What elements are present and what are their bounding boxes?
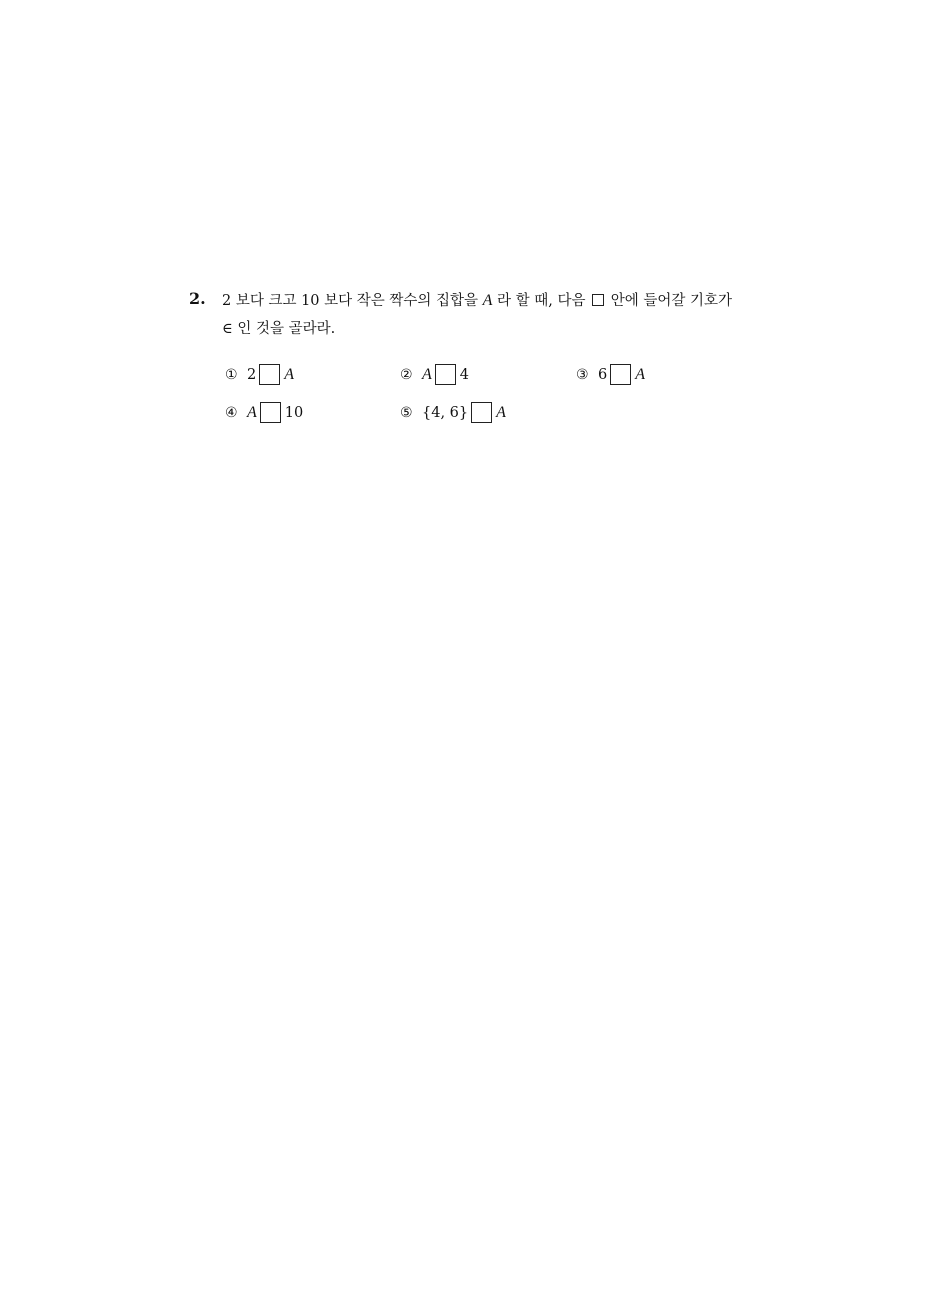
choice-left: A [422, 366, 432, 383]
choice-3[interactable] [576, 364, 645, 386]
choice-number: ④ [225, 405, 238, 421]
choice-number: ③ [576, 367, 589, 383]
choice-right: 4 [459, 367, 470, 383]
choice-number: ⑤ [400, 405, 413, 421]
choice-number: ① [225, 367, 238, 383]
blank-box-icon [259, 364, 280, 385]
set-variable: A [482, 292, 493, 309]
question-text-part-1: 2 보다 크고 10 보다 작은 짝수의 집합을 [222, 293, 483, 309]
choice-right: A [635, 366, 646, 383]
choice-4[interactable] [225, 402, 303, 424]
choice-2[interactable] [400, 364, 469, 386]
blank-box-icon [610, 364, 631, 385]
question-text-part-2: 라 할 때, 다음 [492, 293, 591, 309]
choice-right: A [496, 404, 506, 421]
choice-right: 10 [284, 405, 304, 421]
question-text [222, 287, 762, 343]
choice-left: {4, 6} [422, 405, 469, 421]
choice-left: A [247, 404, 257, 421]
question-number: 2. [189, 289, 206, 308]
choice-number: ② [400, 367, 413, 383]
blank-box-icon [471, 402, 492, 423]
blank-box-icon [435, 364, 456, 385]
blank-box-icon [592, 294, 604, 306]
choice-left: 2 [247, 367, 257, 383]
choice-right: A [284, 366, 295, 383]
question-line-1 [222, 287, 762, 315]
question-line-2: ∈ 인 것을 골라라. [222, 321, 336, 337]
question-text-part-3: 안에 들어갈 기호가 [606, 293, 733, 309]
blank-box-icon [260, 402, 281, 423]
choice-left: 6 [598, 367, 608, 383]
choice-1[interactable] [225, 364, 294, 386]
choice-5[interactable] [400, 402, 506, 424]
